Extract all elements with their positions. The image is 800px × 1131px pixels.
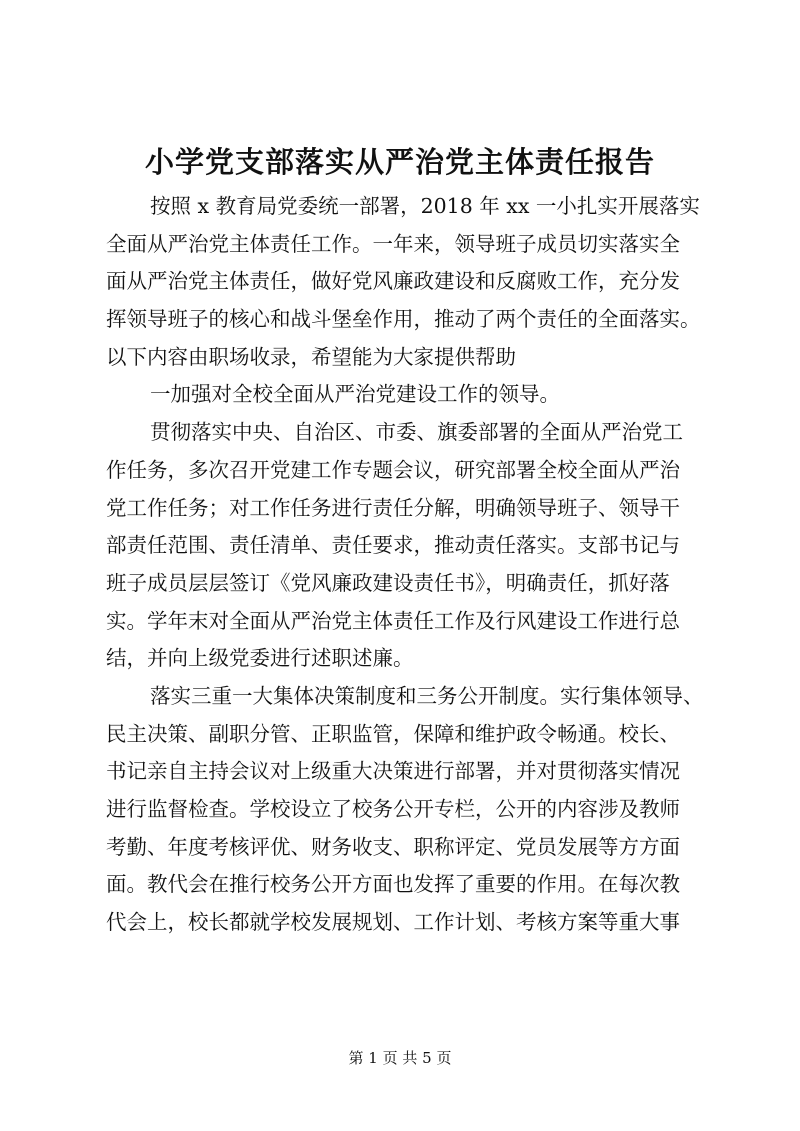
body-line: 考勤、年度考核评优、财务收支、职称评定、党员发展等方方面	[106, 834, 680, 859]
body-line: 全面从严治党主体责任工作。一年来，领导班子成员切实落实全	[106, 231, 680, 256]
body-line: 落实三重一大集体决策制度和三务公开制度。实行集体领导、	[150, 683, 704, 708]
body-line: 一加强对全校全面从严治党建设工作的领导。	[150, 382, 560, 407]
body-line: 代会上，校长都就学校发展规划、工作计划、考核方案等重大事	[106, 910, 680, 935]
body-line: 书记亲自主持会议对上级重大决策进行部署，并对贯彻落实情况	[106, 759, 680, 784]
document-body	[106, 188, 706, 942]
body-line: 实。学年末对全面从严治党主体责任工作及行风建设工作进行总	[106, 608, 680, 633]
body-line: 党工作任务；对工作任务进行责任分解，明确领导班子、领导干	[106, 495, 680, 520]
page-footer: 第 1 页 共 5 页	[348, 1049, 452, 1067]
body-line: 作任务，多次召开党建工作专题会议，研究部署全校全面从严治	[106, 457, 680, 482]
body-line: 以下内容由职场收录，希望能为大家提供帮助	[106, 344, 516, 369]
body-line: 民主决策、副职分管、正职监管，保障和维护政令畅通。校长、	[106, 721, 680, 746]
body-line: 面。教代会在推行校务公开方面也发挥了重要的作用。在每次教	[106, 872, 680, 897]
body-line: 班子成员层层签订《党风廉政建设责任书》，明确责任，抓好落	[106, 570, 670, 595]
document-title: 小学党支部落实从严治党主体责任报告	[144, 145, 655, 179]
body-line: 进行监督检查。学校设立了校务公开专栏，公开的内容涉及教师	[106, 797, 680, 821]
body-line: 按照 x 教育局党委统一部署，2018 年 xx 一小扎实开展落实	[150, 194, 700, 218]
body-line: 贯彻落实中央、自治区、市委、旗委部署的全面从严治党工	[150, 420, 683, 445]
body-line: 挥领导班子的核心和战斗堡垒作用，推动了两个责任的全面落实。	[106, 307, 701, 332]
body-line: 部责任范围、责任清单、责任要求，推动责任落实。支部书记与	[106, 533, 680, 558]
body-line: 结，并向上级党委进行述职述廉。	[106, 646, 414, 671]
body-line: 面从严治党主体责任，做好党风廉政建设和反腐败工作，充分发	[106, 269, 680, 294]
